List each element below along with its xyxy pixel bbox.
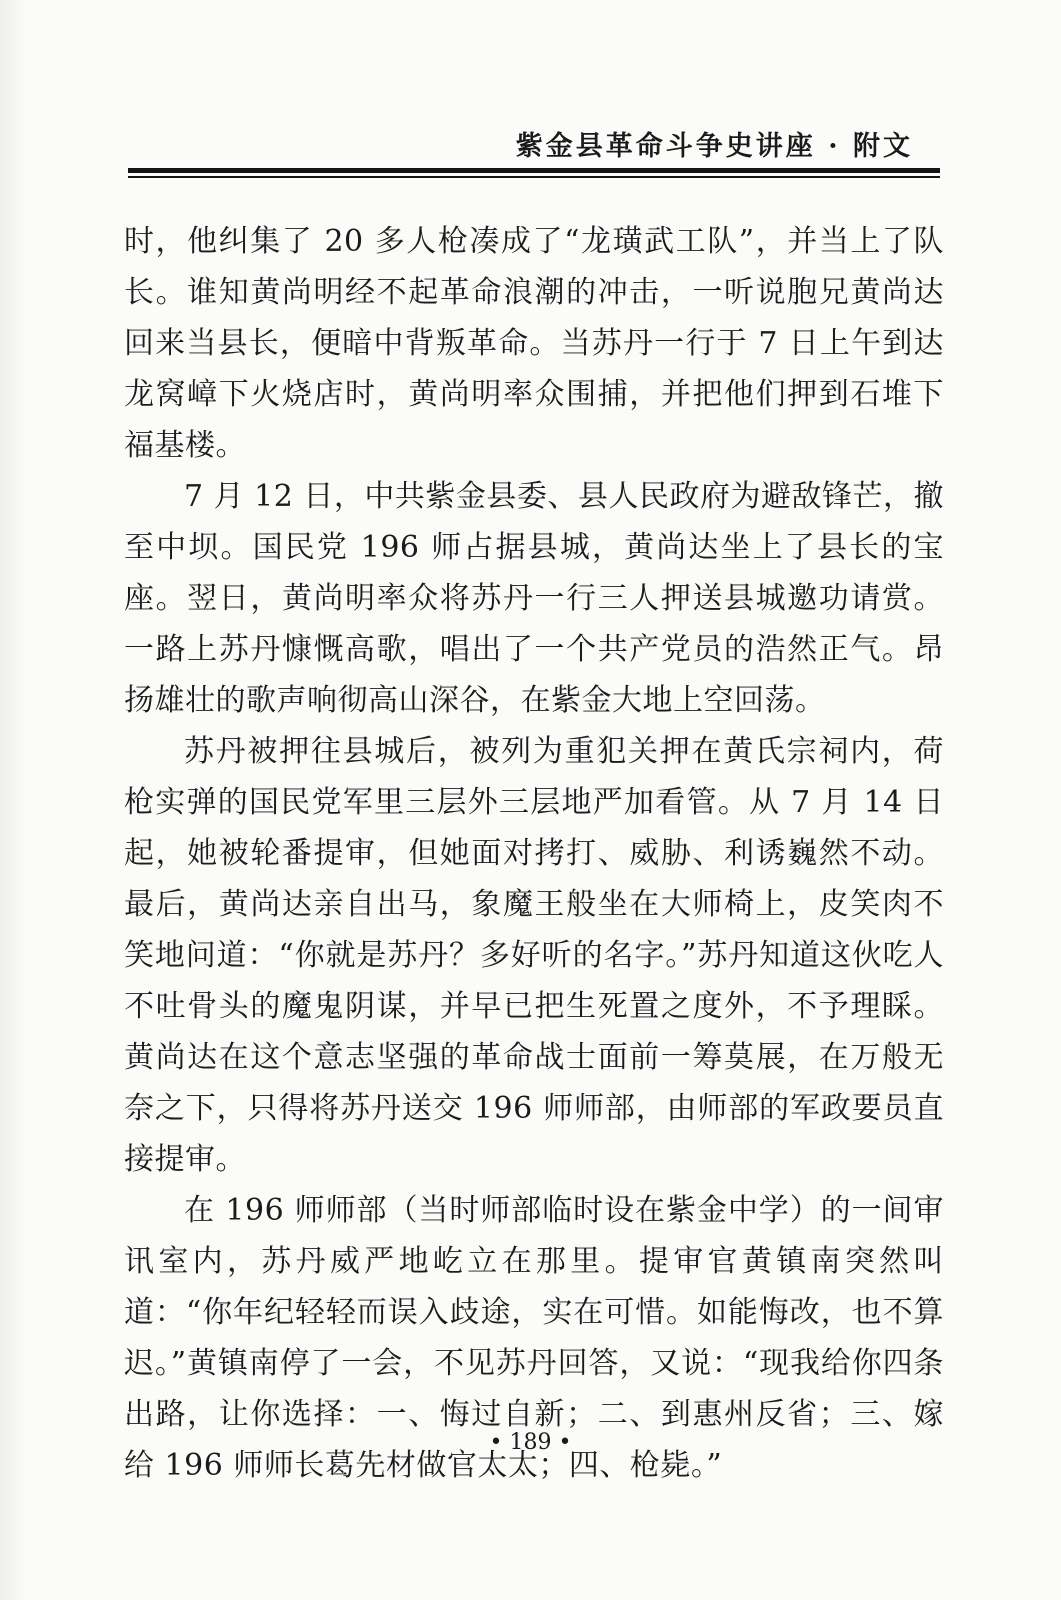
binding-shadow — [0, 0, 26, 1600]
running-header-title: 紫金县革命斗争史讲座 · 附文 — [515, 131, 913, 162]
paragraph: 7 月 12 日，中共紫金县委、县人民政府为避敌锋芒，撤至中坝。国民党 196 师占据县城，黄尚达坐上了县长的宝座。翌日，黄尚明率众将苏丹一行三人押送县城邀功请赏。一路上苏丹慷慨高歌，唱出了一个共产党员的浩然正气。昂扬雄壮的歌声响彻高山深谷，在紫金大地上空回荡。 — [124, 479, 944, 718]
paragraph: 苏丹被押往县城后，被列为重犯关押在黄氏宗祠内，荷枪实弹的国民党军里三层外三层地严加看管。从 7 月 14 日起，她被轮番提审，但她面对拷打、威胁、利诱巍然不动。最后，黄尚达亲自出马，象魔王般坐在大师椅上，皮笑肉不笑地问道：“你就是苏丹？多好听的名字。”苏丹知道这伙吃人不吐骨头的魔鬼阴谋，并早已把生死置之度外，不予理睬。黄尚达在这个意志坚强的革命战士面前一筹莫展，在万般无奈之下，只得将苏丹送交 196 师师部，由师部的军政要员直接提审。 — [124, 734, 944, 1177]
body-text — [124, 216, 944, 1491]
page-number: • 189 • — [489, 1430, 572, 1455]
header-rule-thin — [128, 176, 940, 178]
header-rule-thick — [128, 168, 940, 173]
paragraph-continued: 时，他纠集了 20 多人枪凑成了“龙璜武工队”，并当上了队长。谁知黄尚明经不起革命浪潮的冲击，一听说胞兄黄尚达回来当县长，便暗中背叛革命。当苏丹一行于 7 日上午到达龙窝嶂下火烧店时，黄尚明率众围捕，并把他们押到石堆下福基楼。 — [124, 224, 944, 463]
paragraph: 在 196 师师部（当时师部临时设在紫金中学）的一间审讯室内，苏丹威严地屹立在那里。提审官黄镇南突然叫道：“你年纪轻轻而误入歧途，实在可惜。如能悔改，也不算迟。”黄镇南停了一会，不见苏丹回答，又说：“现我给你四条出路，让你选择：一、悔过自新；二、到惠州反省；三、嫁给 196 师师长葛先材做官太太；四、枪毙。” — [124, 1193, 944, 1483]
